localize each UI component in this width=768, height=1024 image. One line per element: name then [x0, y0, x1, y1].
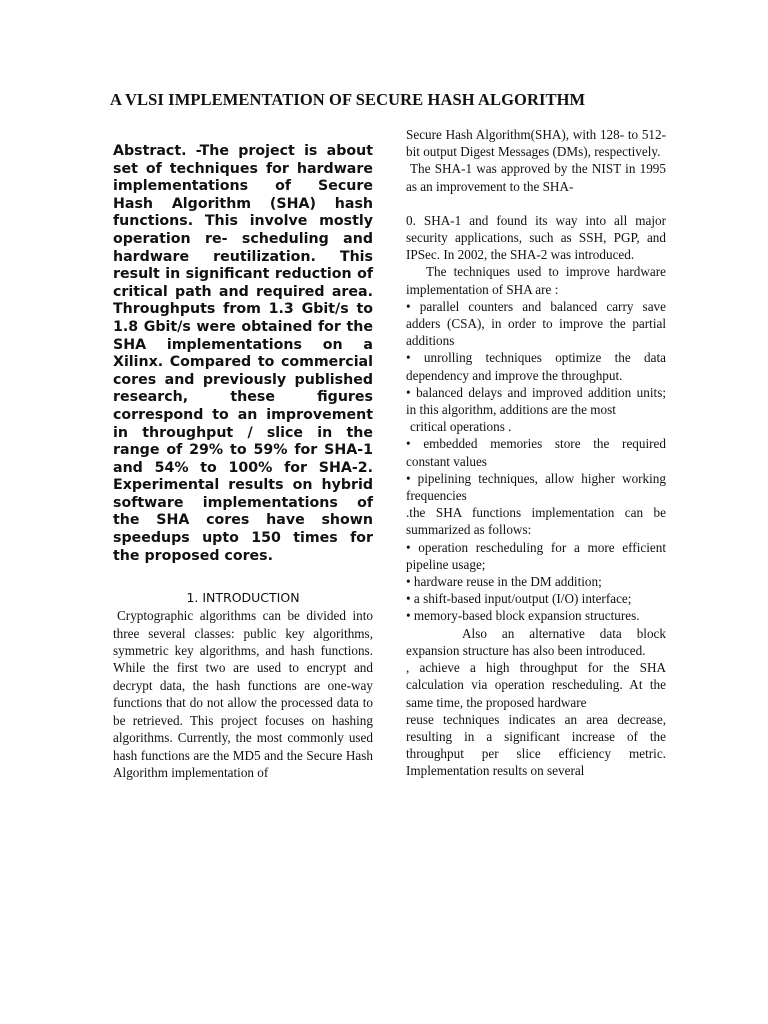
- paper-title: A VLSI IMPLEMENTATION OF SECURE HASH ALGORITHM: [110, 90, 586, 109]
- technique-item-balanced-delays: • balanced delays and improved addition units; in this algorithm, additions are the most: [406, 384, 666, 418]
- technique-item-pipelining: • pipelining techniques, allow higher working frequencies: [406, 470, 666, 504]
- introduction-paragraph: Cryptographic algorithms can be divided into three several classes: public key algorithms, symmetric key algorithms, and hash functions. While the first two are used to encrypt and decrypt data, the hash functions are one-way functions that do not allow the processed data to be retrieved. This project focuses on hashing algorithms. Currently, the most commonly used hash functions are the MD5 and the Secure Hash Algorithm implementation of: [113, 608, 373, 780]
- technique-item-embedded-memories: • embedded memories store the required constant values: [406, 436, 666, 469]
- summary-item-io-interface: • a shift-based input/output (I/O) interface;: [406, 591, 632, 607]
- sha1-adoption-paragraph: 0. SHA-1 and found its way into all major security applications, such as SSH, PGP, and IPSec. In 2002, the SHA-2 was introduced.: [406, 212, 666, 263]
- left-column: [113, 143, 373, 781]
- area-decrease-paragraph: reuse techniques indicates an area decrease, resulting in a significant increase of the throughput per slice efficiency metric. Implementation results on several: [406, 711, 666, 779]
- technique-item-unrolling: • unrolling techniques optimize the data dependency and improve the throughput.: [406, 350, 666, 383]
- technique-item-balanced-delays-cont: critical operations .: [410, 419, 512, 435]
- summary-item-hardware-reuse: • hardware reuse in the DM addition;: [406, 574, 602, 590]
- summary-item-rescheduling: • operation rescheduling for a more efficient pipeline usage;: [406, 539, 666, 572]
- techniques-intro-paragraph: The techniques used to improve hardware implementation of SHA are :: [406, 264, 666, 297]
- introduction-heading: 1. INTRODUCTION: [186, 590, 300, 606]
- right-column: [406, 126, 666, 780]
- summary-intro-paragraph: .the SHA functions implementation can be summarized as follows:: [406, 505, 666, 538]
- throughput-paragraph: , achieve a high throughput for the SHA calculation via operation rescheduling. At the same time, the proposed hardware: [406, 660, 666, 710]
- summary-item-block-expansion: • memory-based block expansion structures.: [406, 608, 640, 624]
- technique-item-csa: • parallel counters and balanced carry save adders (CSA), in order to improve the partial additions: [406, 298, 666, 349]
- abstract-paragraph: Abstract. -The project is about set of techniques for hardware implementations of Secure Hash Algorithm (SHA) hash functions. This involve mostly operation re- scheduling and hardware reutilization. This result in significant reduction of critical path and required area. Throughputs from 1.3 Gbit/s to 1.8 Gbit/s were obtained for the SHA implementations on a Xilinx. Compared to commercial cores and previously published research, these figures correspond to an improvement in throughput / slice in the range of 29% to 59% for SHA-1 and 54% to 100% for SHA-2. Experimental results on hybrid software implementations of the SHA cores have shown speedups upto 150 times for the proposed cores.: [113, 143, 373, 564]
- sha-overview-paragraph: Secure Hash Algorithm(SHA), with 128- to 512-bit output Digest Messages (DMs), respectively.: [406, 127, 666, 160]
- sha1-approval-paragraph: The SHA-1 was approved by the NIST in 1995 as an improvement to the SHA-: [406, 161, 666, 194]
- alternative-structure-paragraph: Also an alternative data block expansion structure has also been introduced.: [406, 625, 666, 658]
